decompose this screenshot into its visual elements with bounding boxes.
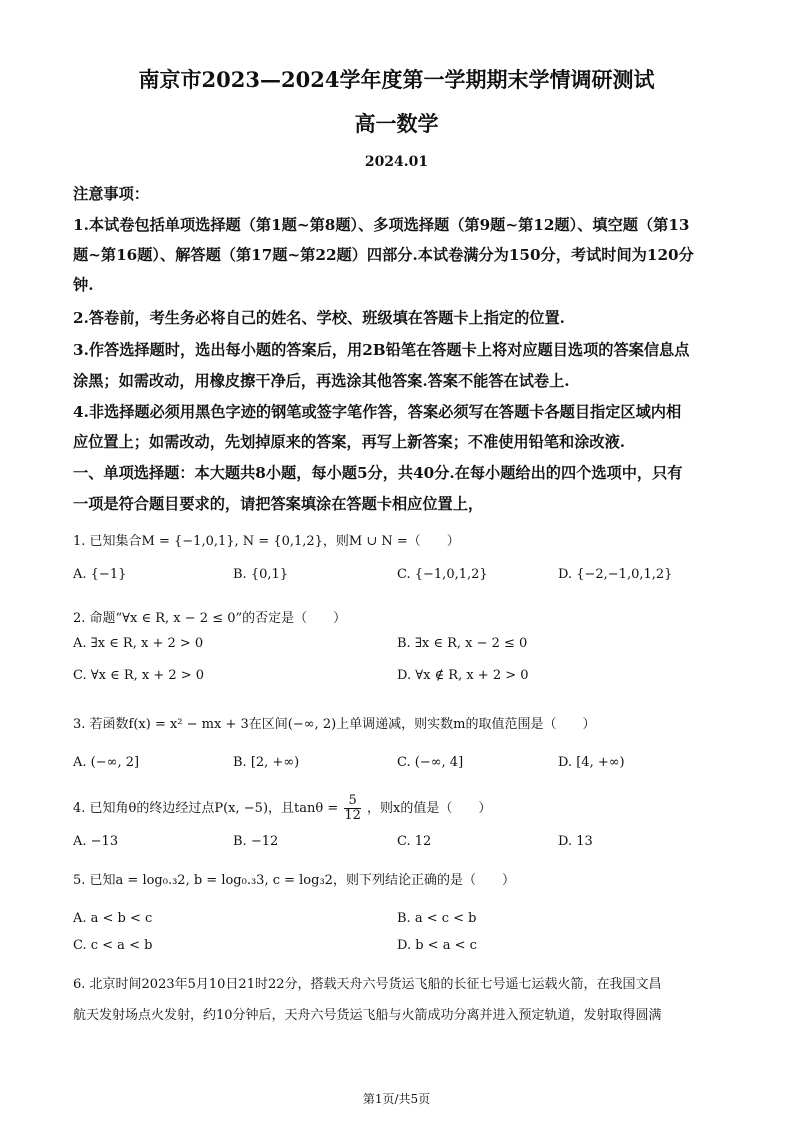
q1-option-d: D. {−2,−1,0,1,2} [558, 567, 673, 582]
notice-heading: 注意事项： [73, 185, 149, 203]
tan-fraction [344, 794, 361, 823]
notice-line: 题~第16题）、解答题（第17题~第22题）四部分.本试卷满分为150分，考试时间为120分 [73, 246, 694, 264]
q5-option-a: A. a < b < c [73, 911, 153, 926]
q1-option-b: B. {0,1} [233, 567, 289, 582]
exam-subject: 高一数学 [354, 111, 439, 136]
q3-option-d: D. [4, +∞) [558, 755, 625, 770]
question-5-stem: 5. 已知a = log₀.₃2, b = log₀.₃3, c = log₃2，则下列结论正确的是（ ） [73, 873, 515, 888]
q5-option-b: B. a < c < b [397, 911, 477, 926]
notice-line: 1.本试卷包括单项选择题（第1题~第8题）、多项选择题（第9题~第12题）、填空题（第13 [73, 216, 690, 234]
notice-line: 2.答卷前，考生务必将自己的姓名、学校、班级填在答题卡上指定的位置. [73, 309, 565, 327]
q3-option-b: B. [2, +∞) [233, 755, 300, 770]
exam-date: 2024.01 [364, 154, 429, 170]
question-4-stem [73, 794, 491, 823]
notice-line: 钟. [73, 276, 94, 294]
q1-option-c: C. {−1,0,1,2} [397, 567, 488, 582]
q4-option-b: B. −12 [233, 834, 279, 849]
page-footer: 第1页/共5页 [362, 1092, 431, 1106]
q4-stem-pre: 4. 已知角θ的终边经过点P(x, −5)，且tanθ = [73, 801, 339, 816]
q4-option-a: A. −13 [73, 834, 119, 849]
q3-option-a: A. (−∞, 2] [73, 755, 140, 770]
question-2-stem: 2. 命题“∀x ∈ R, x − 2 ≤ 0”的否定是（ ） [73, 611, 347, 626]
notice-line: 4.非选择题必须用黑色字迹的钢笔或签字笔作答，答案必须写在答题卡各题目指定区域内相 [73, 403, 682, 421]
q2-option-d: D. ∀x ∉ R, x + 2 > 0 [397, 668, 529, 683]
exam-title: 南京市2023—2024学年度第一学期期末学情调研测试 [138, 67, 655, 92]
notice-line: 3.作答选择题时，选出每小题的答案后，用2B铅笔在答题卡上将对应题目选项的答案信息点 [73, 341, 690, 359]
question-3-stem: 3. 若函数f(x) = x² − mx + 3在区间(−∞, 2)上单调递减，则实数m的取值范围是（ ） [73, 717, 596, 732]
q2-option-b: B. ∃x ∈ R, x − 2 ≤ 0 [397, 636, 528, 651]
question-6-line: 6. 北京时间2023年5月10日21时22分，搭载天舟六号货运飞船的长征七号遥七运载火箭，在我国文昌 [73, 977, 662, 992]
question-1-stem: 1. 已知集合M = {−1,0,1}, N = {0,1,2}，则M ∪ N =（ ） [73, 534, 460, 549]
q4-stem-post: ，则x的值是（ ） [367, 801, 492, 816]
notice-line: 涂黑；如需改动，用橡皮擦干净后，再选涂其他答案.答案不能答在试卷上. [73, 372, 570, 390]
fraction-numerator: 5 [344, 794, 361, 809]
q4-option-d: D. 13 [558, 834, 593, 849]
q1-option-a: A. {−1} [73, 567, 127, 582]
q5-option-c: C. c < a < b [73, 938, 153, 953]
section-heading: 一项是符合题目要求的，请把答案填涂在答题卡相应位置上， [73, 495, 484, 513]
question-6-line: 航天发射场点火发射，约10分钟后，天舟六号货运飞船与火箭成功分离并进入预定轨道，发射取得圆满 [73, 1008, 662, 1023]
notice-line: 应位置上；如需改动，先划掉原来的答案，再写上新答案；不准使用铅笔和涂改液. [73, 433, 626, 451]
q2-option-a: A. ∃x ∈ R, x + 2 > 0 [73, 636, 204, 651]
section-heading: 一、单项选择题：本大题共8小题，每小题5分，共40分.在每小题给出的四个选项中，只有 [73, 464, 683, 482]
q2-option-c: C. ∀x ∈ R, x + 2 > 0 [73, 668, 205, 683]
q5-option-d: D. b < a < c [397, 938, 477, 953]
fraction-denominator: 12 [344, 808, 361, 823]
q4-option-c: C. 12 [397, 834, 432, 849]
q3-option-c: C. (−∞, 4] [397, 755, 464, 770]
